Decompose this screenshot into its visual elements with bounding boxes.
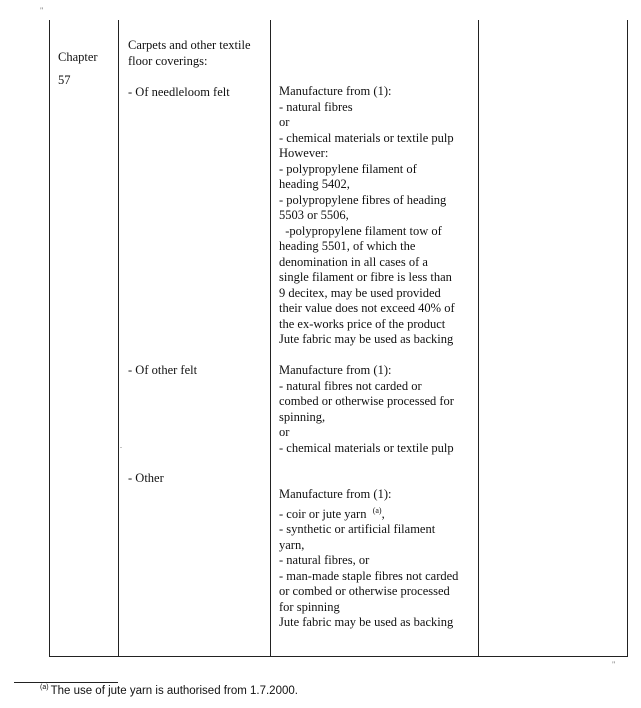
description-title-line-2: floor coverings: — [128, 54, 208, 68]
rule-line: Jute fabric may be used as backing — [279, 332, 454, 346]
column-divider-2 — [270, 20, 271, 657]
rule-line: yarn, — [279, 537, 305, 552]
footnote-reference: (a) — [372, 505, 382, 515]
rule-line: spinning, — [279, 409, 326, 424]
column-divider-3 — [478, 20, 479, 657]
rule-line: for spinning — [279, 599, 340, 614]
rule-line: - polypropylene fibres of heading — [279, 192, 447, 207]
scan-mark: " — [612, 660, 616, 669]
rule-line: their value does not exceed 40% of — [279, 301, 455, 315]
rule-line: - natural fibres — [279, 99, 353, 114]
rule-line-coir — [279, 503, 458, 523]
chapter-number: 57 — [58, 73, 71, 87]
description-title-line-1: Carpets and other textile — [128, 38, 251, 52]
footnote-separator — [14, 682, 118, 683]
rule-line: - chemical materials or textile pulp — [279, 130, 454, 145]
rule-line: - chemical materials or textile pulp — [279, 440, 454, 455]
rule-line: - man-made staple fibres not carded — [279, 568, 459, 583]
rule-line: heading 5402, — [279, 177, 350, 191]
footnote-marker: (a) — [40, 684, 49, 691]
rule-block-needleloom — [279, 84, 455, 348]
rule-line: the ex-works price of the product — [279, 316, 446, 331]
rule-line-coir-text: - coir or jute yarn — [279, 506, 367, 521]
rule-line: single filament or fibre is less than — [279, 270, 452, 284]
rule-line: 9 decitex, may be used provided — [279, 285, 441, 300]
rule-line: - synthetic or artificial filament — [279, 522, 436, 537]
description-item-other-felt: - Of other felt — [128, 363, 198, 377]
rule-line: However: — [279, 146, 329, 160]
rule-line: heading 5501, of which the — [279, 239, 416, 253]
table-border-right — [627, 20, 628, 657]
rule-line-coir-tail: , — [381, 506, 385, 521]
description-item-needleloom-felt: - Of needleloom felt — [128, 85, 230, 99]
rule-line: Jute fabric may be used as backing — [279, 615, 454, 630]
chapter-label: Chapter — [58, 50, 98, 64]
rule-line: - natural fibres not carded or — [279, 378, 422, 393]
rule-line: 5503 or 5506, — [279, 208, 349, 222]
rule-line: - natural fibres, or — [279, 553, 370, 568]
rule-line: -polypropylene filament tow of — [279, 223, 442, 238]
rule-line: denomination in all cases of a — [279, 254, 428, 269]
rule-line: - polypropylene filament of — [279, 161, 417, 176]
rule-line: Manufacture from (1): — [279, 363, 392, 377]
footnote — [40, 684, 298, 697]
rule-line: combed or otherwise processed for — [279, 394, 454, 408]
table-border-bottom — [49, 656, 628, 657]
rule-line: or combed or otherwise processed — [279, 584, 450, 599]
footnote-text: The use of jute yarn is authorised from 1.7.2000. — [50, 684, 298, 697]
rule-block-other-felt — [279, 363, 454, 456]
column-divider-1 — [118, 20, 119, 657]
rule-line: Manufacture from (1): — [279, 487, 392, 501]
scan-mark: " — [40, 6, 44, 15]
rule-line: or — [279, 115, 290, 129]
description-item-other: - Other — [128, 471, 164, 485]
rule-line: or — [279, 425, 290, 439]
rule-line: Manufacture from (1): — [279, 84, 392, 98]
rule-block-other — [279, 487, 458, 631]
scan-mark: . — [120, 441, 122, 450]
table-border-left — [49, 20, 50, 657]
